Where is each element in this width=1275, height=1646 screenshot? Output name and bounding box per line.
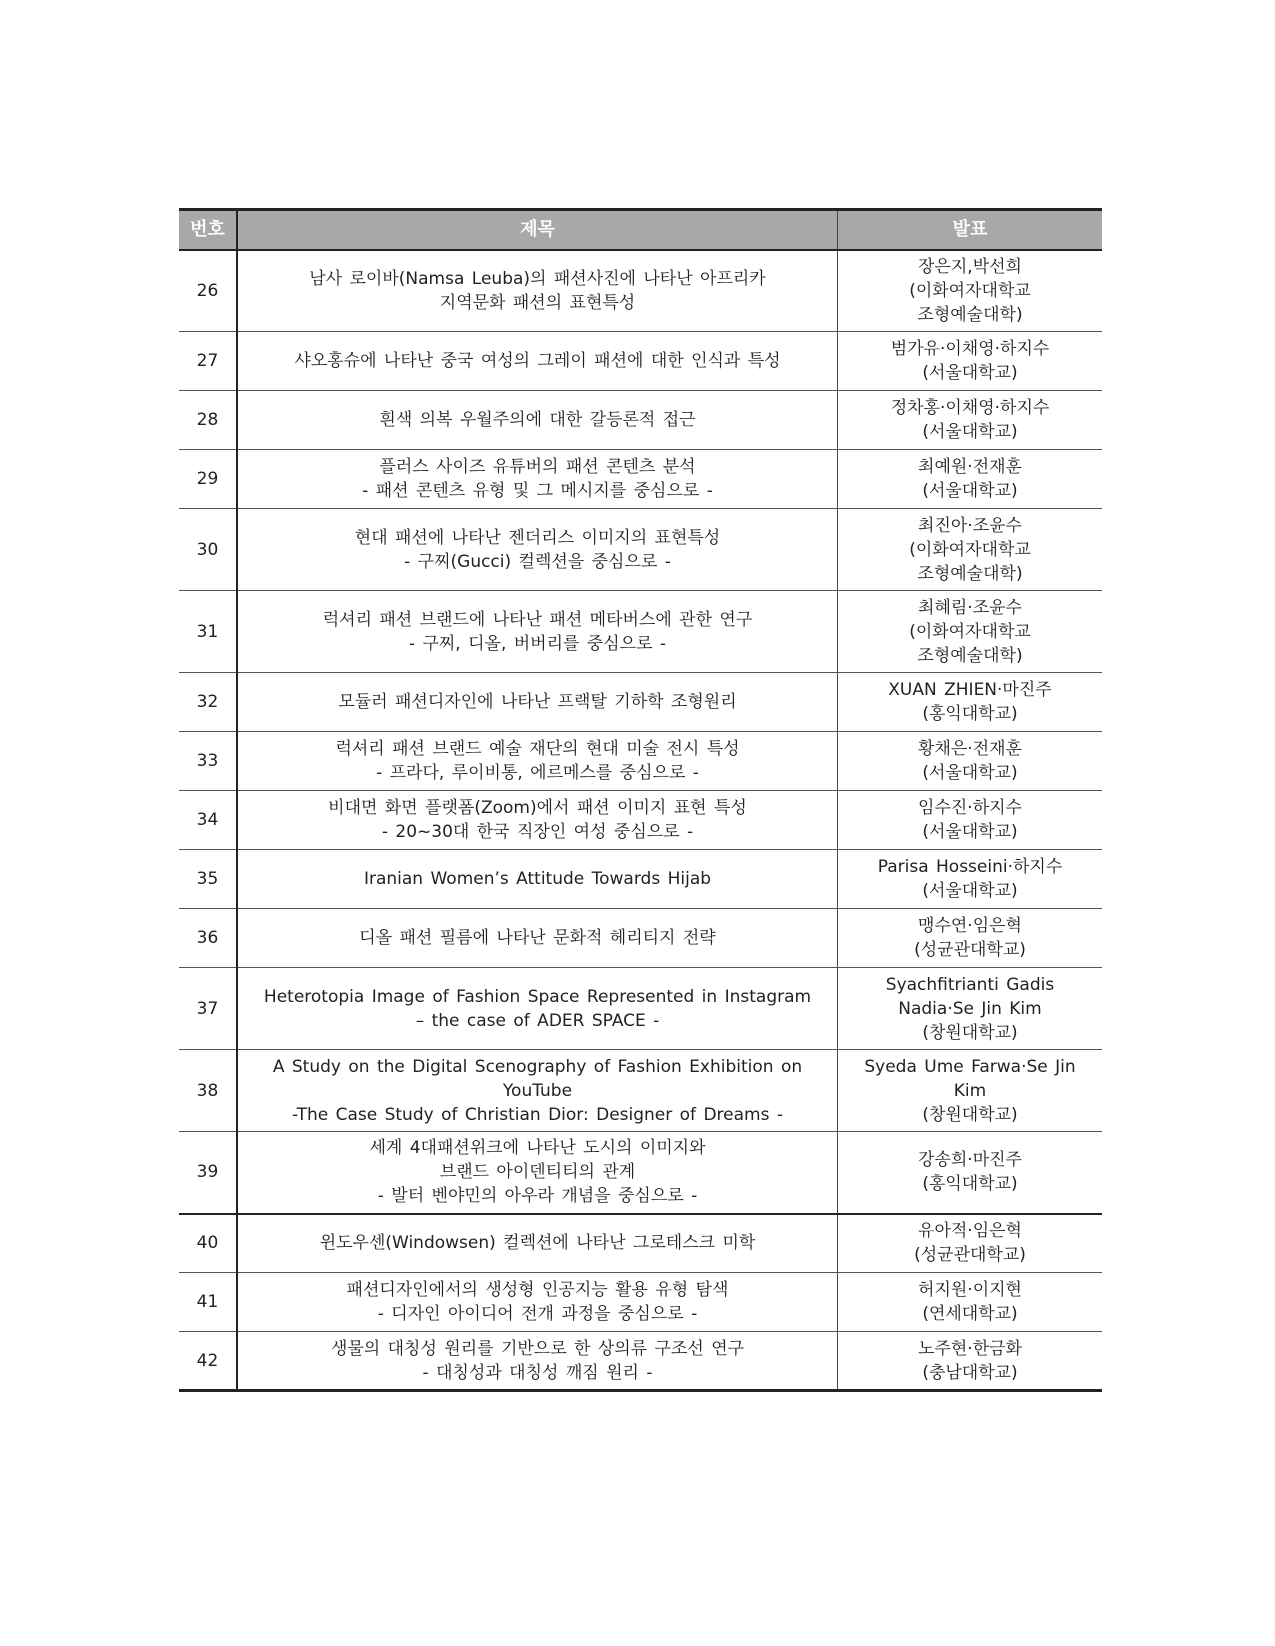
table-row	[179, 591, 1102, 673]
presenter-line: (서울대학교)	[922, 363, 1018, 383]
title-line: 지역문화 패션의 표현특성	[439, 292, 636, 313]
row-presenter	[838, 909, 1103, 968]
row-title	[237, 450, 838, 509]
presenter-line: (서울대학교)	[922, 763, 1018, 783]
title-line: - 패션 콘텐츠 유형 및 그 메시지를 중심으로 -	[362, 481, 713, 501]
row-number: 37	[179, 968, 237, 1050]
row-presenter	[838, 968, 1103, 1050]
presenter-line: (연세대학교)	[922, 1304, 1018, 1324]
row-title	[237, 332, 838, 391]
table-row	[179, 1332, 1102, 1391]
table-row	[179, 250, 1102, 332]
title-line: 플러스 사이즈 유튜버의 패션 콘텐츠 분석	[379, 457, 696, 477]
presenter-line: 최예원·전재훈	[918, 457, 1022, 477]
row-title	[237, 1214, 838, 1273]
row-number: 28	[179, 391, 237, 450]
presenter-line: 범가유·이채영·하지수	[890, 339, 1050, 359]
presenter-line: (홍익대학교)	[922, 1174, 1018, 1195]
table-body	[179, 250, 1102, 1391]
presenter-line: 유아적·임은혁	[918, 1221, 1022, 1242]
title-line: -The Case Study of Christian Dior: Designer of Dreams -	[292, 1104, 783, 1125]
presenter-line: 임수진·하지수	[918, 798, 1022, 818]
title-line: 브랜드 아이덴티티의 관계	[439, 1162, 636, 1183]
presenter-line: (이화여자대학교	[909, 539, 1031, 560]
table-row	[179, 732, 1102, 791]
table-header-row	[179, 210, 1102, 250]
presenter-line: XUAN ZHIEN·마진주	[888, 680, 1052, 700]
title-line: Iranian Women’s Attitude Towards Hijab	[363, 869, 712, 889]
presenter-line: (서울대학교)	[922, 422, 1018, 442]
row-title	[237, 850, 838, 909]
presenter-line: (홍익대학교)	[922, 704, 1018, 724]
title-line: 윈도우센(Windowsen) 컬렉션에 나타난 그로테스크 미학	[319, 1233, 756, 1254]
row-presenter	[838, 391, 1103, 450]
header-title: 제목	[237, 210, 838, 250]
row-presenter	[838, 1214, 1103, 1273]
row-number: 38	[179, 1050, 237, 1132]
row-presenter	[838, 1332, 1103, 1391]
table-row	[179, 673, 1102, 732]
row-number: 36	[179, 909, 237, 968]
row-title	[237, 791, 838, 850]
row-number: 33	[179, 732, 237, 791]
table-row	[179, 909, 1102, 968]
row-number: 32	[179, 673, 237, 732]
table-row	[179, 968, 1102, 1050]
title-line: 패션디자인에서의 생성형 인공지능 활용 유형 탐색	[346, 1280, 729, 1300]
row-presenter	[838, 591, 1103, 673]
title-line: 비대면 화면 플랫폼(Zoom)에서 패션 이미지 표현 특성	[328, 798, 747, 818]
presenter-line: 정차홍·이채영·하지수	[890, 398, 1050, 418]
table-row	[179, 391, 1102, 450]
row-number: 29	[179, 450, 237, 509]
table-row	[179, 1214, 1102, 1273]
presenter-line: 최진아·조윤수	[918, 515, 1022, 536]
title-line: 디올 패션 필름에 나타난 문화적 헤리티지 전략	[359, 928, 716, 948]
presenter-line: 노주현·한금화	[918, 1338, 1022, 1359]
row-title	[237, 1050, 838, 1132]
row-title	[237, 1132, 838, 1214]
row-presenter	[838, 1132, 1103, 1214]
row-number: 31	[179, 591, 237, 673]
presenter-line: 허지원·이지현	[918, 1280, 1022, 1300]
presenter-line: (서울대학교)	[922, 481, 1018, 501]
table-row	[179, 332, 1102, 391]
table-row	[179, 509, 1102, 591]
row-presenter	[838, 1050, 1103, 1132]
title-line: - 구찌, 디올, 버버리를 중심으로 -	[408, 633, 667, 654]
row-presenter	[838, 732, 1103, 791]
table-row	[179, 450, 1102, 509]
title-line: - 디자인 아이디어 전개 과정을 중심으로 -	[377, 1304, 698, 1324]
presenter-line: (창원대학교)	[922, 1022, 1018, 1043]
table-row	[179, 850, 1102, 909]
presenter-line: 황채은·전재훈	[918, 739, 1022, 759]
title-line: A Study on the Digital Scenography of Fashion Exhibition on	[272, 1056, 803, 1077]
presenter-line: 조형예술대학)	[917, 563, 1023, 584]
title-line: Heterotopia Image of Fashion Space Represented in Instagram	[263, 986, 812, 1007]
title-line: - 구찌(Gucci) 컬렉션을 중심으로 -	[404, 551, 671, 572]
presenter-line: (성균관대학교)	[914, 940, 1026, 960]
presenter-line: Syeda Ume Farwa·Se Jin	[864, 1056, 1076, 1077]
presenter-line: Kim	[953, 1080, 987, 1101]
row-number: 41	[179, 1273, 237, 1332]
title-line: 흰색 의복 우월주의에 대한 갈등론적 접근	[379, 410, 696, 430]
row-title	[237, 732, 838, 791]
row-title	[237, 909, 838, 968]
row-title	[237, 968, 838, 1050]
presenter-line: 강송희·마진주	[918, 1150, 1022, 1171]
row-title	[237, 391, 838, 450]
row-presenter	[838, 673, 1103, 732]
title-line: - 프라다, 루이비통, 에르메스를 중심으로 -	[376, 763, 699, 783]
presenter-line: Syachfitrianti Gadis	[885, 974, 1055, 995]
header-number: 번호	[179, 210, 237, 250]
row-presenter	[838, 791, 1103, 850]
presenter-line: (창원대학교)	[922, 1104, 1018, 1125]
title-line: 럭셔리 패션 브랜드에 나타난 패션 메타버스에 관한 연구	[322, 609, 753, 630]
row-presenter	[838, 850, 1103, 909]
presenter-line: 맹수연·임은혁	[918, 916, 1022, 936]
title-line: - 20~30대 한국 직장인 여성 중심으로 -	[381, 822, 694, 842]
row-title	[237, 1332, 838, 1391]
title-line: - 대칭성과 대칭성 깨짐 원리 -	[422, 1362, 653, 1383]
header-presenter: 발표	[838, 210, 1103, 250]
row-number: 26	[179, 250, 237, 332]
table-row	[179, 791, 1102, 850]
presenter-line: (충남대학교)	[922, 1362, 1018, 1383]
row-title	[237, 1273, 838, 1332]
presenter-line: Nadia·Se Jin Kim	[898, 998, 1042, 1019]
row-title	[237, 591, 838, 673]
title-line: 세계 4대패션위크에 나타난 도시의 이미지와	[369, 1138, 706, 1159]
row-number: 30	[179, 509, 237, 591]
table-row	[179, 1050, 1102, 1132]
table-row	[179, 1273, 1102, 1332]
presenter-line: (서울대학교)	[922, 881, 1018, 901]
row-number: 34	[179, 791, 237, 850]
presenter-line: (성균관대학교)	[914, 1245, 1026, 1266]
presenter-line: (이화여자대학교	[909, 280, 1031, 301]
row-number: 27	[179, 332, 237, 391]
presenter-line: Parisa Hosseini·하지수	[877, 857, 1063, 877]
title-line: - 발터 벤야민의 아우라 개념을 중심으로 -	[377, 1186, 698, 1207]
presenter-line: (이화여자대학교	[909, 621, 1031, 642]
row-presenter	[838, 509, 1103, 591]
title-line: 남사 로이바(Namsa Leuba)의 패션사진에 나타난 아프리카	[309, 268, 766, 289]
presentation-table	[179, 208, 1102, 1392]
row-number: 39	[179, 1132, 237, 1214]
row-number: 40	[179, 1214, 237, 1273]
row-presenter	[838, 332, 1103, 391]
title-line: 럭셔리 패션 브랜드 예술 재단의 현대 미술 전시 특성	[335, 739, 740, 759]
table-row	[179, 1132, 1102, 1214]
presenter-line: (서울대학교)	[922, 822, 1018, 842]
row-presenter	[838, 1273, 1103, 1332]
row-number: 35	[179, 850, 237, 909]
title-line: 샤오홍슈에 나타난 중국 여성의 그레이 패션에 대한 인식과 특성	[294, 351, 781, 371]
row-title	[237, 673, 838, 732]
title-line: – the case of ADER SPACE -	[415, 1010, 660, 1031]
presenter-line: 최혜림·조윤수	[918, 597, 1022, 618]
title-line: 현대 패션에 나타난 젠더리스 이미지의 표현특성	[354, 527, 721, 548]
row-title	[237, 509, 838, 591]
presenter-line: 장은지,박선희	[918, 256, 1022, 277]
row-presenter	[838, 450, 1103, 509]
row-presenter	[838, 250, 1103, 332]
presenter-line: 조형예술대학)	[917, 304, 1023, 325]
row-title	[237, 250, 838, 332]
row-number: 42	[179, 1332, 237, 1391]
title-line: YouTube	[502, 1080, 573, 1101]
title-line: 모듈러 패션디자인에 나타난 프랙탈 기하학 조형원리	[338, 692, 737, 712]
title-line: 생물의 대칭성 원리를 기반으로 한 상의류 구조선 연구	[330, 1338, 745, 1359]
presenter-line: 조형예술대학)	[917, 645, 1023, 666]
